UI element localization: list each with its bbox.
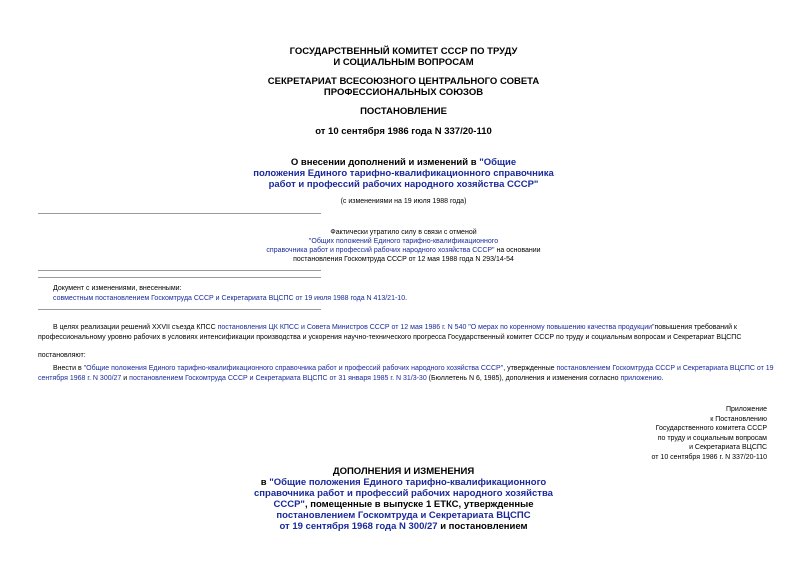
title-link-part[interactable]: работ и профессий рабочих народного хозяйства СССР" (268, 179, 539, 190)
org-name-vcsps (0, 76, 807, 98)
status-link[interactable]: справочника работ и профессий рабочих народного хозяйства СССР" (266, 247, 495, 254)
additions-link[interactable]: "Общие положения Единого тарифно-квалификационного (269, 477, 547, 488)
status-note (0, 228, 807, 264)
org-line: И СОЦИАЛЬНЫМ ВОПРОСАМ (333, 57, 474, 68)
resolution-1968-link[interactable]: постановлением Госкомтруда СССР и Секретариата ВЦСПС от 19 сентября 1968 г. N 300/27 (38, 365, 774, 382)
changes-doc-label: Документ с изменениями, внесенными: (53, 285, 182, 292)
additions-link-2[interactable]: от 19 сентября 1968 года N 300/27 (279, 521, 438, 532)
additions-heading: ДОПОЛНЕНИЯ И ИЗМЕНЕНИЯ (332, 466, 475, 477)
status-line: Фактически утратило силу в связи с отменой (330, 229, 477, 236)
additions-text: в (260, 477, 270, 488)
appendix-link[interactable]: приложению (620, 374, 662, 382)
body-paragraph (38, 364, 774, 383)
doc-type: ПОСТАНОВЛЕНИЕ (360, 106, 447, 117)
resolution-link[interactable]: постановления ЦК КПСС и Совета Министров СССР от 12 мая 1986 г. N 540 "О мерах по коренному повышению качества продукции" (217, 324, 655, 331)
org-line: ГОСУДАРСТВЕННЫЙ КОМИТЕТ СССР ПО ТРУДУ (289, 46, 518, 57)
body-text: В целях реализации решений XXVII съезда КПСС (53, 324, 218, 331)
title-link-part[interactable]: положения Единого тарифно-квалификационного справочника (253, 168, 554, 179)
changes-doc-tail: . (405, 295, 408, 302)
divider (38, 270, 321, 271)
body-paragraph (38, 323, 774, 342)
body-text: , утвержденные (503, 365, 557, 372)
title-link-part[interactable]: "Общие (479, 157, 517, 168)
body-text: и (121, 374, 130, 382)
body-text: повышения требований к профессиональному уровню рабочих в условиях интенсификации производства и ускорения научно-технического прогресса Государственный комитет СССР по труду и социальным вопросам и Секретариат ВЦСПС (38, 324, 742, 341)
appendix-line: от 10 сентября 1986 г. N 337/20-110 (651, 453, 767, 461)
amended-note: (с изменениями на 19 июля 1988 года) (340, 198, 467, 205)
body-text: (Бюллетень N 6, 1985), дополнения и изменения согласно (426, 374, 621, 382)
divider (38, 309, 321, 310)
additions-link[interactable]: СССР" (273, 499, 305, 510)
status-link[interactable]: "Общих положений Единого тарифно-квалификационного (308, 238, 499, 245)
additions-link-2[interactable]: постановлением Госкомтруда и Секретариата ВЦСПС (276, 510, 531, 521)
org-line: СЕКРЕТАРИАТ ВСЕСОЮЗНОГО ЦЕНТРАЛЬНОГО СОВЕТА (267, 76, 540, 87)
additions-text: , помещенные в выпуске 1 ЕТКС, утвержденные (304, 499, 534, 510)
general-provisions-link[interactable]: "Общие положения Единого тарифно-квалификационного справочника работ и профессий рабочих народного хозяйства СССР" (83, 365, 504, 372)
changes-doc-link[interactable]: совместным постановлением Госкомтруда СССР и Секретариата ВЦСПС от 19 июля 1988 года N 413/21-10 (53, 295, 406, 302)
org-name-goskomtrud (0, 46, 807, 68)
status-line: на основании (494, 247, 541, 254)
appendix-line: и Секретариата ВЦСПС (689, 444, 767, 451)
additions-text: и постановлением (437, 521, 528, 532)
body-paragraph: постановляют: (38, 352, 86, 359)
body-text: . (661, 374, 664, 382)
appendix-block (652, 405, 767, 462)
appendix-line: Приложение (725, 406, 767, 413)
appendix-line: Государственного комитета СССР (655, 425, 767, 432)
appendix-line: по труду и социальным вопросам (657, 434, 767, 442)
additions-subtitle (0, 477, 807, 532)
doc-title (0, 157, 807, 190)
appendix-line: к Постановлению (710, 415, 767, 423)
additions-link[interactable]: справочника работ и профессий рабочих народного хозяйства (254, 488, 553, 499)
doc-date-number: от 10 сентября 1986 года N 337/20-110 (315, 126, 492, 137)
divider (38, 213, 321, 214)
changes-doc-line (53, 294, 753, 304)
resolution-1985-link[interactable]: постановлением Госкомтруда СССР и Секретариата ВЦСПС от 31 января 1985 г. N 31/3-30 (129, 374, 427, 382)
org-line: ПРОФЕССИОНАЛЬНЫХ СОЮЗОВ (323, 87, 484, 98)
body-text: Внести в (53, 365, 84, 372)
status-line: постановления Госкомтруда СССР от 12 мая 1988 года N 293/14-54 (293, 256, 514, 263)
title-prefix: О внесении дополнений и изменений в (290, 157, 480, 168)
divider (38, 277, 321, 278)
